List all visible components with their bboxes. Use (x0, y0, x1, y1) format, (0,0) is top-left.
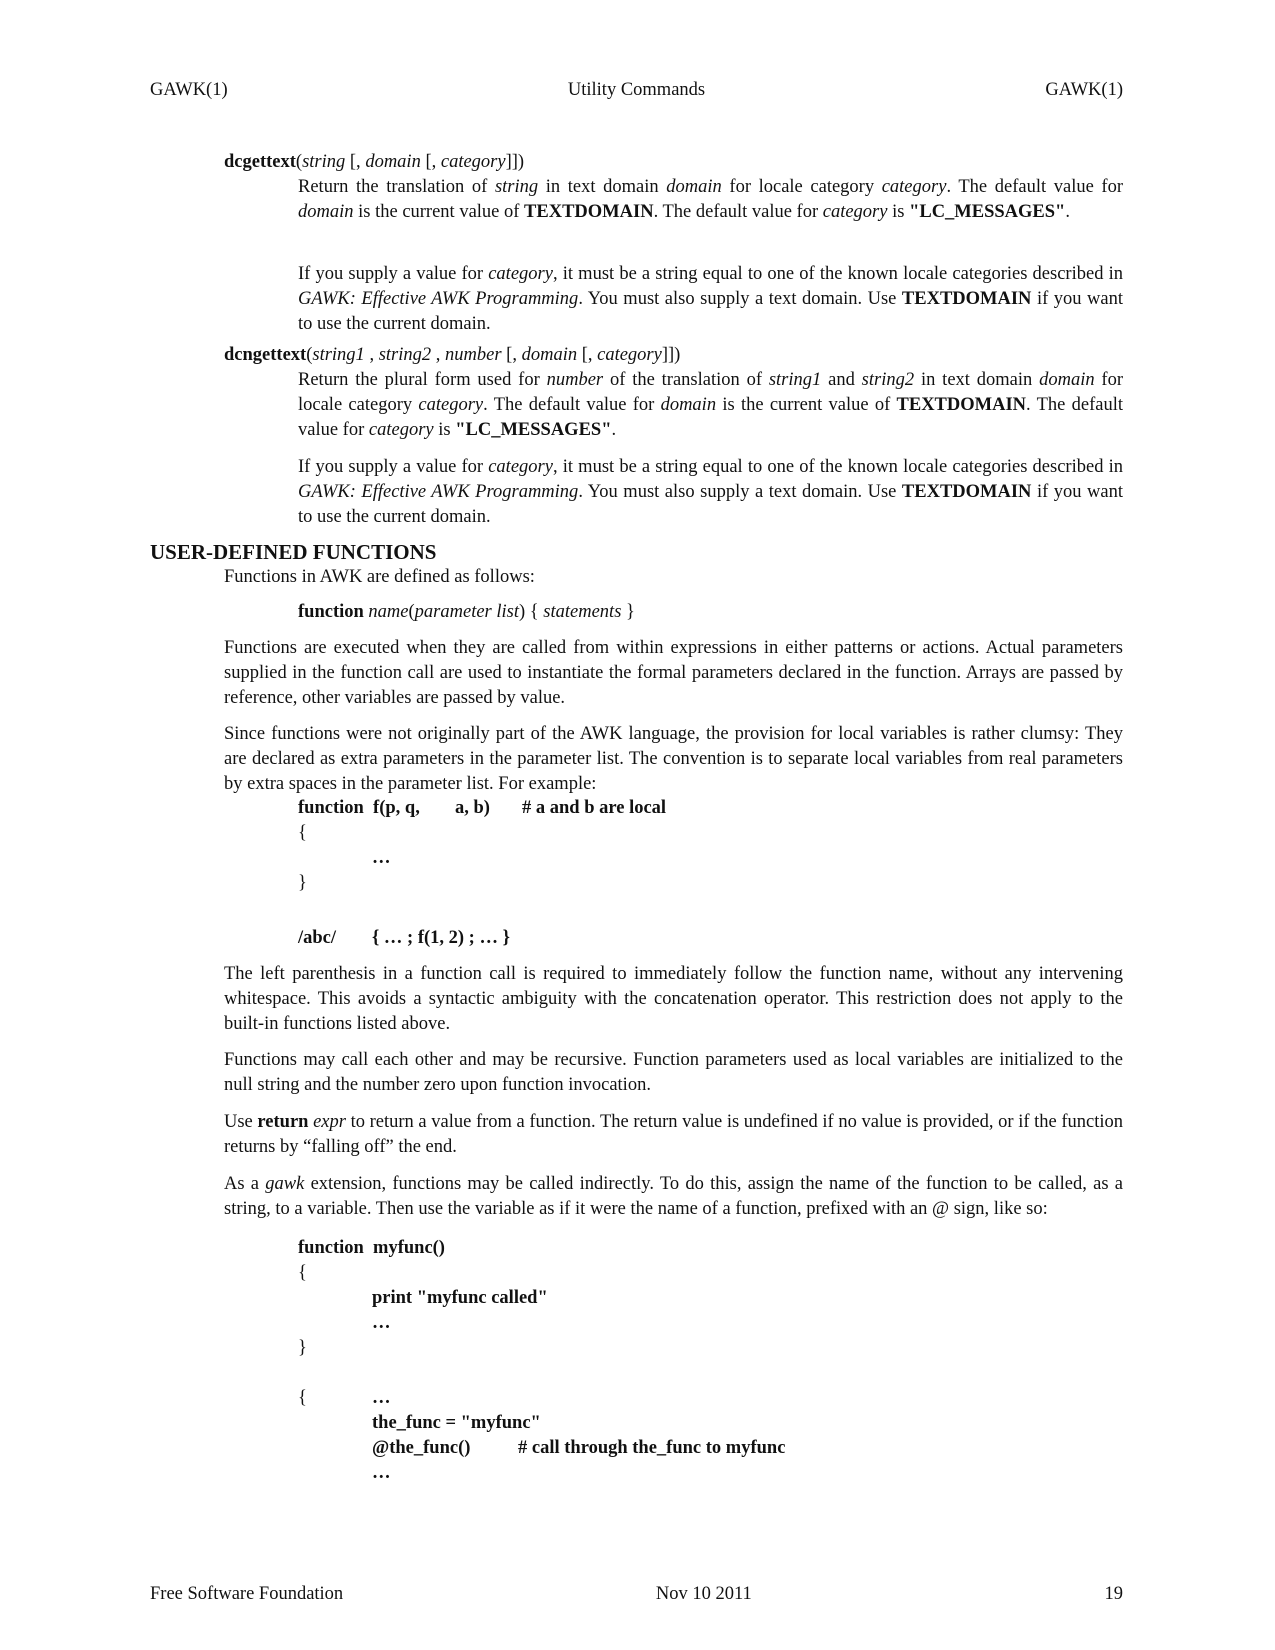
code-close-brace: } (298, 873, 307, 893)
paragraph-return: Use return expr to return a value from a function. The return value is undefined if no value is provided, or if the function returns by “falling off” the end. (224, 1112, 1124, 1157)
code-indirect-call: @the_func() (372, 1438, 471, 1458)
code-comment-locals: # a and b are local (522, 798, 667, 818)
header-center: Utility Commands (567, 80, 706, 100)
code-pattern-abc: /abc/ (298, 928, 337, 948)
code-function-f: function f(p, q, (298, 798, 420, 818)
code-print-statement: print "myfunc called" (372, 1288, 548, 1308)
paragraph-left-parenthesis: The left parenthesis in a function call is required to immediately follow the function name, without any intervening whitespace. This avoids a syntactic ambiguity with the concatenation operator. This restriction does not apply to the built-in functions listed above. (224, 964, 1123, 1034)
code-function-f-locals: a, b) (455, 798, 490, 818)
dcngettext-signature: dcngettext(string1 , string2 , number [, domain [, category]]) (224, 345, 681, 365)
dcgettext-category-note: If you supply a value for category, it must be a string equal to one of the known locale categories described in GAWK: Effective AWK Programming. You must also supply a text domain. Use TEXTDOMAIN if you want to use the current domain. (298, 264, 1123, 334)
section-heading: USER-DEFINED FUNCTIONS (150, 540, 437, 564)
section-intro: Functions in AWK are defined as follows: (224, 567, 535, 587)
paragraph-indirect-calls: As a gawk extension, functions may be called indirectly. To do this, assign the name of the function to be called, as a string, to a variable. Then use the variable as if it were the name of a function, prefixed with an @ sign, like so: (224, 1174, 1123, 1219)
code-open-brace-3: { (298, 1388, 307, 1408)
header-right: GAWK(1) (1045, 80, 1123, 100)
code-function-myfunc: function myfunc() (298, 1238, 445, 1258)
code-close-brace-2: } (298, 1338, 307, 1358)
code-ellipsis-3: … (372, 1388, 391, 1408)
footer-left: Free Software Foundation (150, 1584, 344, 1604)
code-pattern-action: { … ; f(1, 2) ; … } (372, 928, 510, 948)
code-open-brace: { (298, 823, 307, 843)
footer-center: Nov 10 2011 (655, 1584, 752, 1604)
header-left: GAWK(1) (150, 80, 228, 100)
code-comment-indirect: # call through the_func to myfunc (518, 1438, 786, 1458)
dcngettext-category-note: If you supply a value for category, it must be a string equal to one of the known locale categories described in GAWK: Effective AWK Programming. You must also supply a text domain. Use TEXTDOMAIN if you want to use the current domain. (298, 457, 1123, 527)
page-header (150, 80, 1123, 101)
dcngettext-description: Return the plural form used for number of the translation of string1 and string2 in text domain domain for locale category category. The default value for domain is the current value of TEXTDOMAIN. The default value for category is "LC_MESSAGES". (298, 370, 1124, 440)
dcgettext-signature: dcgettext(string [, domain [, category]]) (224, 152, 525, 172)
page-footer (150, 1584, 1123, 1605)
paragraph-execution: Functions are executed when they are called from within expressions in either patterns or actions. Actual parameters supplied in the function call are used to instantiate the formal parameters declared in the function. Arrays are passed by reference, other variables are passed by value. (224, 638, 1123, 708)
code-assign-the-func: the_func = "myfunc" (372, 1413, 541, 1433)
code-ellipsis: … (372, 848, 391, 868)
code-ellipsis-2: … (372, 1313, 391, 1333)
code-open-brace-2: { (298, 1263, 307, 1283)
paragraph-recursion: Functions may call each other and may be recursive. Function parameters used as local variables are initialized to the null string and the number zero upon function invocation. (224, 1050, 1123, 1095)
page-number: 19 (1104, 1584, 1123, 1604)
code-ellipsis-4: … (372, 1463, 391, 1483)
function-syntax: function name(parameter list) { statements } (298, 602, 635, 622)
dcgettext-description: Return the translation of string in text domain domain for locale category category. The default value for domain is the current value of TEXTDOMAIN. The default value for category is "LC_MESSAGES". (298, 177, 1123, 222)
paragraph-local-variables: Since functions were not originally part of the AWK language, the provision for local variables is rather clumsy: They are declared as extra parameters in the parameter list. The convention is to separate local variables from real parameters by extra spaces in the parameter list. For example: (224, 724, 1123, 794)
